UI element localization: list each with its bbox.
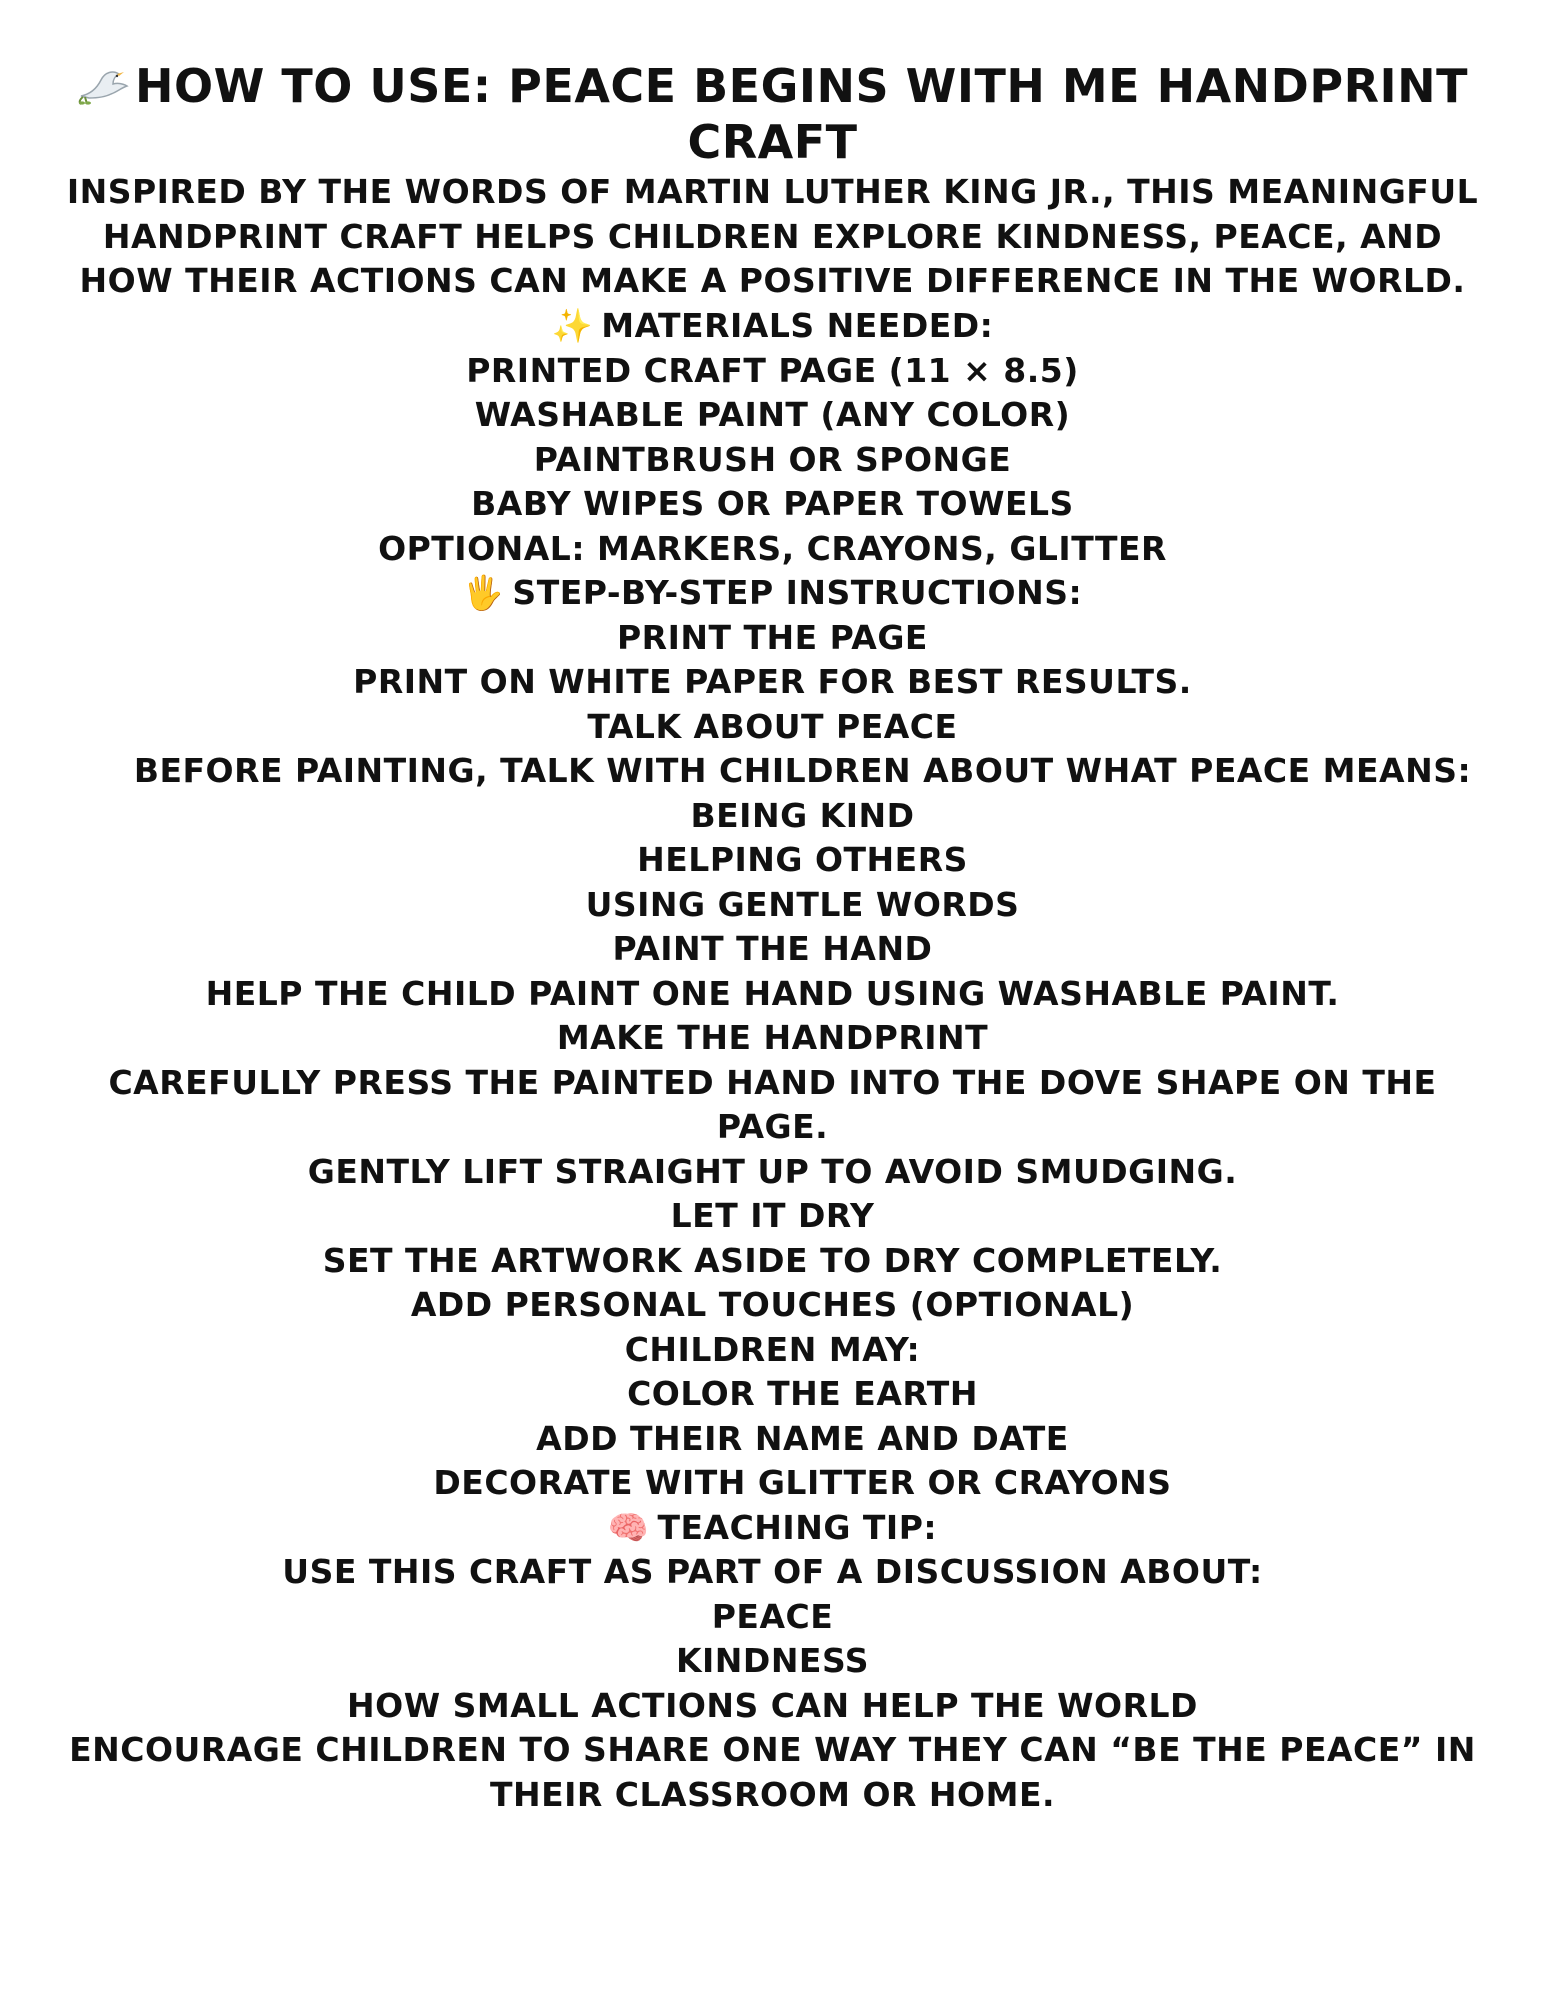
materials-item: PRINTED CRAFT PAGE (11 × 8.5) [466,350,1079,390]
teaching-tip-heading: 🧠 TEACHING TIP: [0,1506,1545,1551]
materials-item: PAINTBRUSH OR SPONGE [533,439,1012,479]
step-title: ADD PERSONAL TOUCHES (OPTIONAL) [410,1285,1135,1324]
step-title: PAINT THE HAND [612,929,933,968]
step-text: CHILDREN MAY: [624,1329,921,1369]
step-subitem: BEING KIND [690,795,915,835]
step-subitem: DECORATE WITH GLITTER OR CRAYONS [433,1463,1172,1502]
tip-item: HOW SMALL ACTIONS CAN HELP THE WORLD [347,1685,1198,1725]
tip-text: USE THIS CRAFT AS PART OF A DISCUSSION ABOUT: [282,1552,1263,1591]
step-text: CAREFULLY PRESS THE PAINTED HAND INTO THE DOVE SHAPE ON THE PAGE. [108,1062,1437,1146]
sparkles-icon: ✨ [551,306,594,345]
page-title [60,58,1485,170]
step-subitem: COLOR THE EARTH [627,1374,978,1413]
step-text: SET THE ARTWORK ASIDE TO DRY COMPLETELY. [322,1240,1223,1280]
brain-icon: 🧠 [607,1507,650,1547]
materials-item: BABY WIPES OR PAPER TOWELS [471,484,1074,523]
step-subitem: USING GENTLE WORDS [585,884,1020,924]
step-title: MAKE THE HANDPRINT [556,1018,989,1057]
intro-paragraph: INSPIRED BY THE WORDS OF MARTIN LUTHER KING JR., THIS MEANINGFUL HANDPRINT CRAFT HELPS CHILDREN EXPLORE KINDNESS, PEACE, AND HOW THEIR ACTIONS CAN MAKE A POSITIVE DIFFERENCE IN THE WORLD. [66,172,1479,300]
step-title: TALK ABOUT PEACE [587,706,958,746]
tip-item: KINDNESS [675,1641,870,1680]
instructions-heading: 🖐 STEP-BY-STEP INSTRUCTIONS: [0,571,1545,616]
step-subitem: HELPING OTHERS [637,840,968,879]
instructions-body [0,304,1545,1817]
materials-item: OPTIONAL: MARKERS, CRAYONS, GLITTER [378,528,1167,568]
step-text: HELP THE CHILD PAINT ONE HAND USING WASHABLE PAINT. [205,973,1340,1013]
step-text: BEFORE PAINTING, TALK WITH CHILDREN ABOUT WHAT PEACE MEANS: [133,751,1472,790]
step-subitem: ADD THEIR NAME AND DATE [536,1418,1069,1458]
raised-hand-icon: 🖐 [462,573,505,612]
tip-item: PEACE [711,1596,834,1636]
dove-icon [77,66,129,106]
materials-item: WASHABLE PAINT (ANY COLOR) [474,395,1071,434]
tip-text: ENCOURAGE CHILDREN TO SHARE ONE WAY THEY CAN “BE THE PEACE” IN THEIR CLASSROOM OR HOME. [69,1730,1476,1814]
step-text: GENTLY LIFT STRAIGHT UP TO AVOID SMUDGING. [307,1151,1238,1191]
page-title-text: HOW TO USE: PEACE BEGINS WITH ME HANDPRINT CRAFT [135,59,1468,169]
materials-heading: ✨ MATERIALS NEEDED: [0,304,1545,349]
step-text: PRINT ON WHITE PAPER FOR BEST RESULTS. [353,662,1192,701]
step-title: LET IT DRY [670,1196,875,1235]
step-title: PRINT THE PAGE [617,617,928,657]
